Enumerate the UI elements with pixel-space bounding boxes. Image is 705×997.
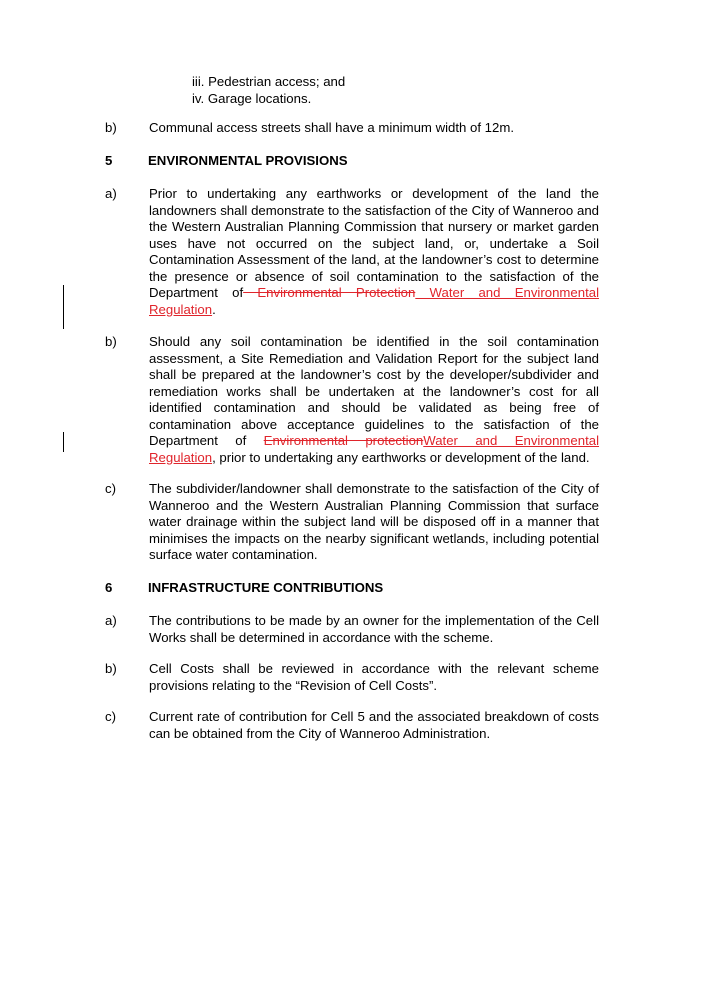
clause-text [149,186,599,318]
section-number: 5 [105,153,113,168]
clause-text: Current rate of contribution for Cell 5 and the associated breakdown of costs can be obtained from the City of Wanneroo Administration. [149,709,599,741]
section-title: ENVIRONMENTAL PROVISIONS [148,153,348,168]
section-number: 6 [105,580,113,595]
clause-text: The contributions to be made by an owner for the implementation of the Cell Works shall be determined in accordance with the scheme. [149,613,599,645]
clause-label: a) [105,186,117,201]
deleted-text: Environmental Protection [243,285,416,300]
clause-text: Cell Costs shall be reviewed in accordance with the relevant scheme provisions relating to the “Revision of Cell Costs”. [149,661,599,693]
clause-text: Communal access streets shall have a minimum width of 12m. [149,120,514,135]
clause-access-streets [105,120,599,137]
sub-list-item: iii. Pedestrian access; and [192,74,346,89]
section-heading-5 [105,153,599,170]
clause-5b [105,334,599,466]
clause-label: b) [105,120,117,135]
clause-5a [105,186,599,318]
clause-5c [105,481,599,564]
clause-text: The subdivider/landowner shall demonstrate to the satisfaction of the City of Wanneroo and the Western Australian Planning Commission that surface water drainage within the subject land will be disposed off in a manner that minimises the impacts on the nearby significant wetlands, including potential surface water contamination. [149,481,599,562]
clause-6c [105,709,599,742]
deleted-text: Environmental protection [263,433,424,448]
clause-body: Should any soil contamination be identified in the soil contamination assessment, a Site Remediation and Validation Report for the subject land shall be prepared at the landowner’s cost by the developer/subdivider and remediation works shall be undertaken at the landowner’s cost for all identified contamination and should be validated as being free of contamination above acceptance guidelines to the satisfaction of the Department of [149,334,599,448]
clause-label: c) [105,481,116,496]
clause-6a [105,613,599,646]
inserted-text: Water and Environmental Regulation [149,433,600,465]
sub-list [192,74,592,107]
clause-6b [105,661,599,694]
clause-label: b) [105,334,117,349]
clause-label: b) [105,661,117,676]
section-title: INFRASTRUCTURE CONTRIBUTIONS [148,580,384,595]
clause-label: a) [105,613,117,628]
clause-text [149,334,599,466]
inserted-text: Water and Environmental Regulation [149,285,599,317]
revision-change-bar [63,432,64,452]
sub-list-item: iv. Garage locations. [192,90,312,106]
clause-label: c) [105,709,116,724]
revision-change-bar [63,285,64,329]
clause-end: , prior to undertaking any earthworks or development of the land. [212,449,590,465]
section-heading-6 [105,580,599,597]
clause-body: Prior to undertaking any earthworks or development of the land the landowners shall demonstrate to the satisfaction of the City of Wanneroo and the Western Australian Planning Commission that nursery or market garden uses have not occurred on the subject land, or, undertake a Soil Contamination Assessment of the land, at the landowner’s cost to determine the presence or absence of soil contamination to the satisfaction of the Department of [149,186,599,300]
clause-end: . [212,301,216,317]
